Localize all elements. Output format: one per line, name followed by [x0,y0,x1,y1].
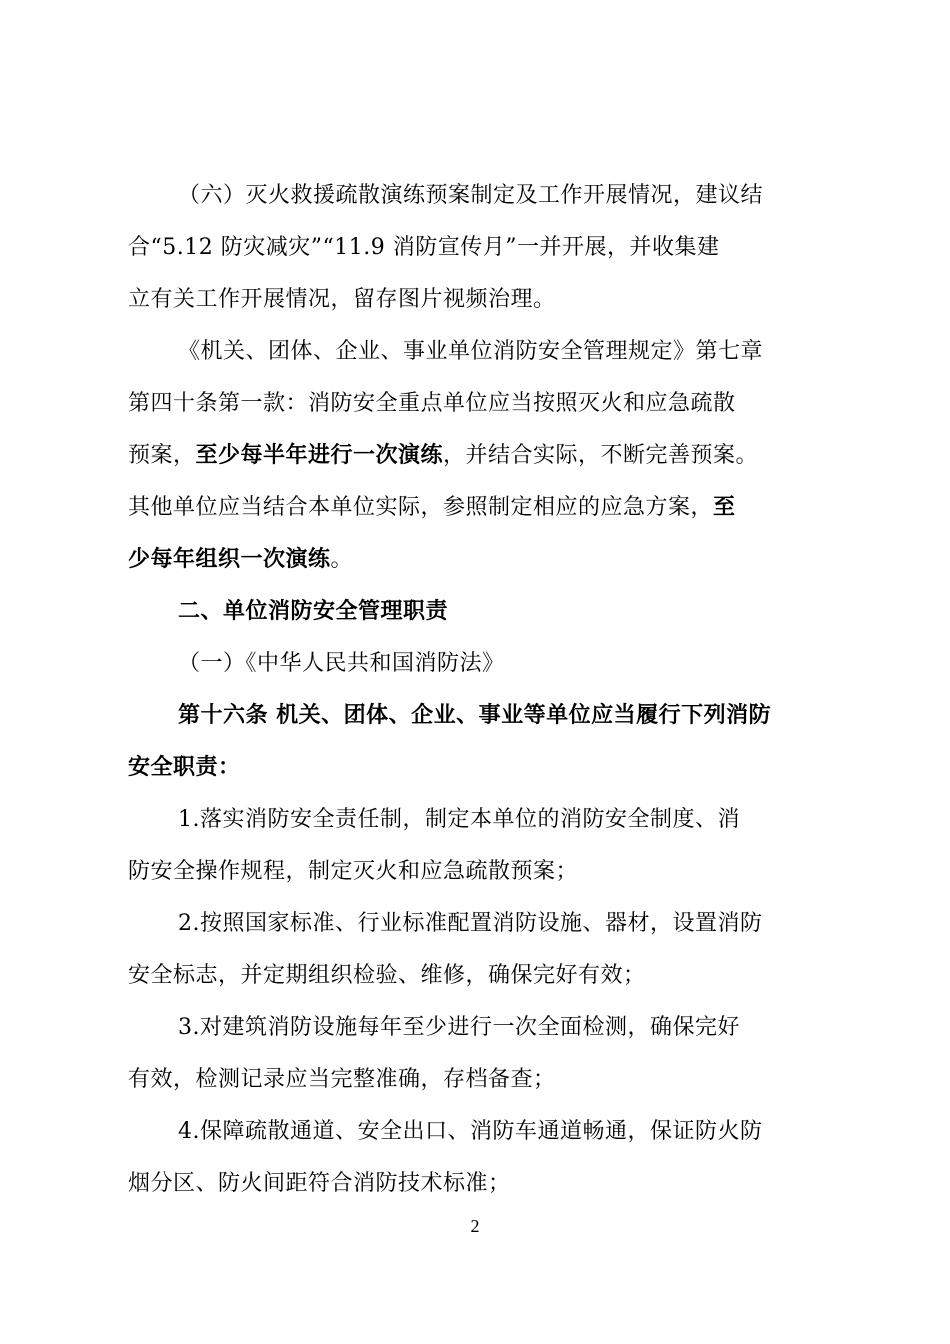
list-item-line: 烟分区、防火间距符合消防技术标准； [128,1171,511,1196]
bold-text-run: 至 [713,495,736,520]
article-heading-line: 安全职责： [128,755,241,780]
bold-text-run: 少每年组织一次演练 [128,547,331,572]
page-number: 2 [470,1216,480,1236]
list-item-line: 1.落实消防安全责任制，制定本单位的消防安全制度、消 [178,807,740,832]
list-item-line: 防安全操作规程，制定灭火和应急疏散预案； [128,859,579,884]
list-item-line: 2.按照国家标准、行业标准配置消防设施、器材，设置消防 [178,911,763,936]
section-heading: 二、单位消防安全管理职责 [178,599,449,624]
list-item-line: 4.保障疏散通道、安全出口、消防车通道畅通，保证防火防 [178,1119,763,1144]
paragraph-line: 合“5.12 防灾减灾”“11.9 消防宣传月”一并开展，并收集建 [128,235,720,260]
paragraph-line [128,534,832,586]
text-run: 。 [330,547,354,572]
paragraph-line: 《机关、团体、企业、事业单位消防安全管理规定》第七章 [178,339,764,364]
list-item-line: 安全标志，并定期组织检验、维修，确保完好有效； [128,963,646,988]
paragraph-line [128,482,832,534]
text-run: ，并结合实际，不断完善预案。 [443,443,759,468]
paragraph-line: 立有关工作开展情况，留存图片视频治理。 [128,287,556,312]
paragraph-line: （六）灭火救援疏散演练预案制定及工作开展情况，建议结 [178,183,764,208]
paragraph-line: 第四十条第一款：消防安全重点单位应当按照灭火和应急疏散 [128,391,736,416]
subsection-heading: （一）《中华人民共和国消防法》 [178,651,505,676]
list-item-line: 有效，检测记录应当完整准确，存档备查； [128,1067,556,1092]
list-item-line: 3.对建筑消防设施每年至少进行一次全面检测，确保完好 [178,1015,740,1040]
text-run: 其他单位应当结合本单位实际，参照制定相应的应急方案， [128,495,714,520]
bold-text-run: 至少每半年进行一次演练 [195,443,444,468]
article-heading-line: 第十六条 机关、团体、企业、事业等单位应当履行下列消防 [178,703,772,728]
paragraph-line [128,430,832,482]
text-run: 预案， [128,443,196,468]
